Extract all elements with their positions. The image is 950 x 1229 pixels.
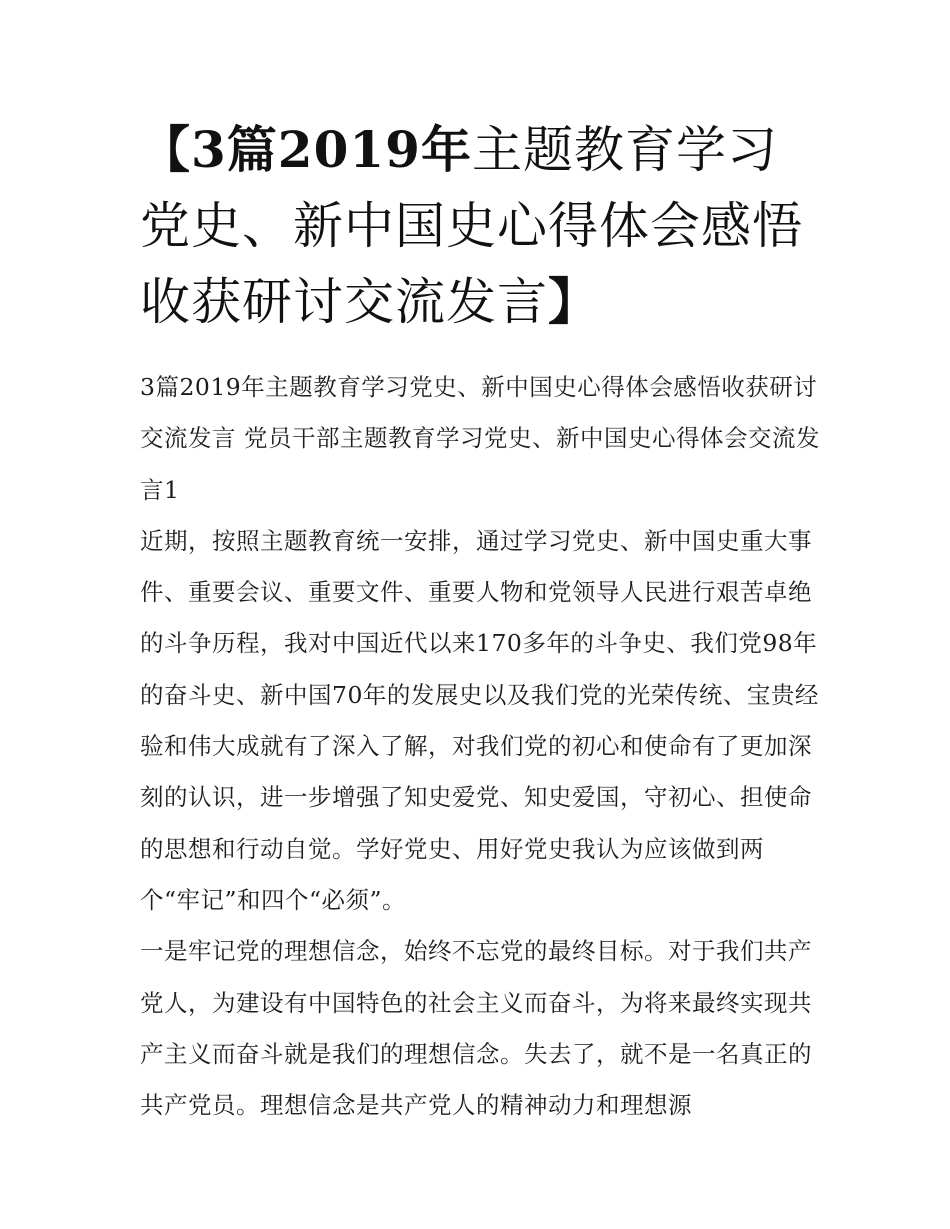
- body-paragraph-1: 近期，按照主题教育统一安排，通过学习党史、新中国史重大事件、重要会议、重要文件、重要人物和党领导人民进行艰苦卓绝的斗争历程，我对中国近代以来170多年的斗争史、我们党98年的奋斗史、新中国70年的发展史以及我们党的光荣传统、宝贵经验和伟大成就有了深入了解，对我们党的初心和使命有了更加深刻的认识，进一步增强了知史爱党、知史爱国，守初心、担使命的思想和行动自觉。学好党史、用好党史我认为应该做到两个“牢记”和四个“必须”。: [140, 526, 819, 914]
- document-title: [140, 112, 820, 340]
- title-suffix: 】: [548, 272, 599, 331]
- intro-paragraph: 3篇2019年主题教育学习党史、新中国史心得体会感悟收获研讨交流发言 党员干部主题教育学习党史、新中国史心得体会交流发言1: [140, 373, 820, 504]
- body-paragraph-2: 一是牢记党的理想信念，始终不忘党的最终目标。对于我们共产党人，为建设有中国特色的社会主义而奋斗，为将来最终实现共产主义而奋斗就是我们的理想信念。失去了，就不是一名真正的共产党员。理想信念是共产党人的精神动力和理想源: [140, 937, 812, 1120]
- title-main: 主题教育学习党史、新中国史心得体会感悟收获研讨交流发言: [140, 121, 803, 331]
- document-page: [140, 112, 820, 1131]
- title-prefix: 【3篇2019年: [140, 120, 472, 179]
